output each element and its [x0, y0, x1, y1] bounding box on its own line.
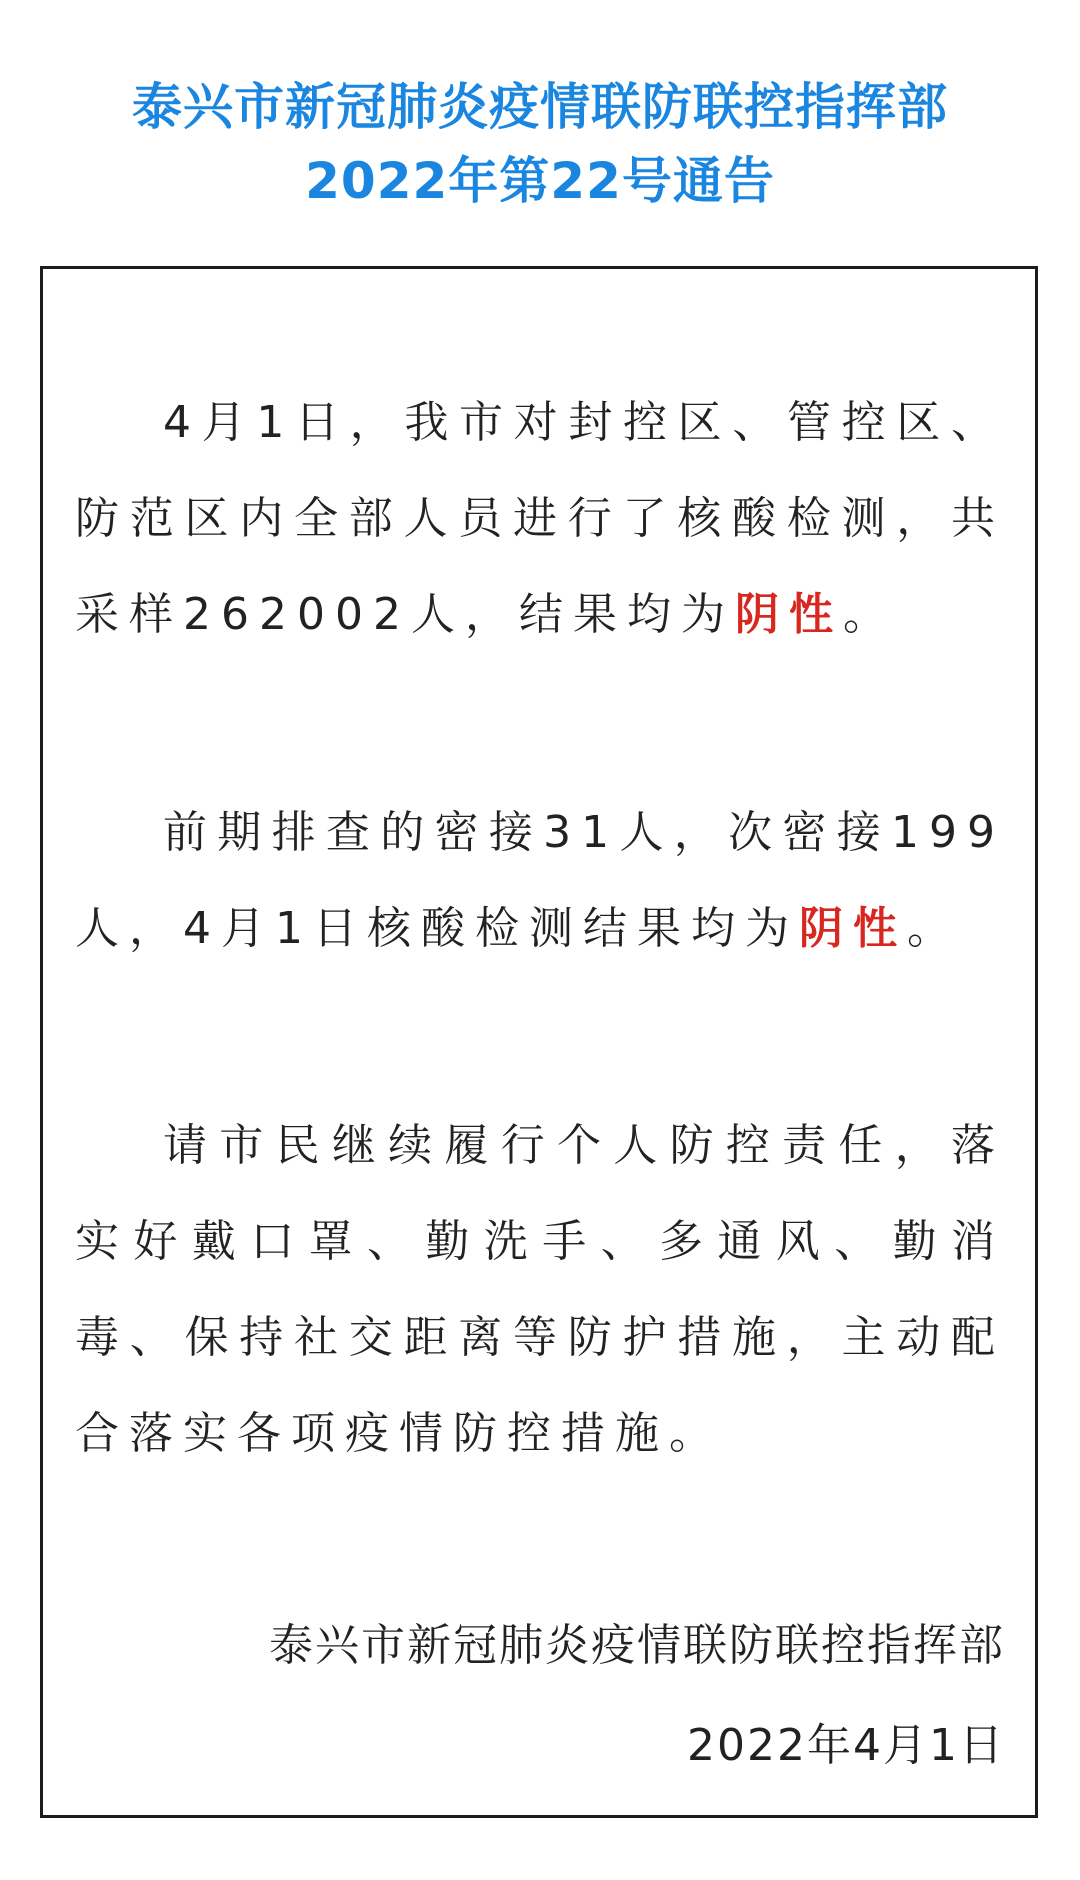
paragraph-close-contacts [75, 785, 1005, 977]
paragraph-text: 请市民继续履行个人防控责任，落实好戴口罩、勤洗手、多通风、勤消毒、保持社交距离等防护措施，主动配合落实各项疫情防控措施。 [75, 1120, 1005, 1459]
signature-organization: 泰兴市新冠肺炎疫情联防联控指挥部 [269, 1620, 1005, 1671]
paragraph-text: 前期排查的密接31人，次密接199人，4月1日核酸检测结果均为 [75, 807, 1005, 954]
notice-title: 泰兴市新冠肺炎疫情联防联控指挥部 [132, 78, 948, 136]
paragraph-public-advice [75, 1098, 1005, 1482]
negative-result-highlight: 阴性 [734, 589, 843, 640]
paragraph-text: 4月1日，我市对封控区、管控区、防范区内全部人员进行了核酸检测，共采样262002人，结果均为 [75, 397, 1005, 640]
notice-number: 2022年第22号通告 [305, 152, 775, 210]
paragraph-end: 。 [907, 903, 961, 954]
paragraph-test-results [75, 375, 1005, 663]
paragraph-end: 。 [842, 589, 897, 640]
signature-date: 2022年4月1日 [687, 1720, 1005, 1771]
negative-result-highlight: 阴性 [799, 903, 907, 954]
